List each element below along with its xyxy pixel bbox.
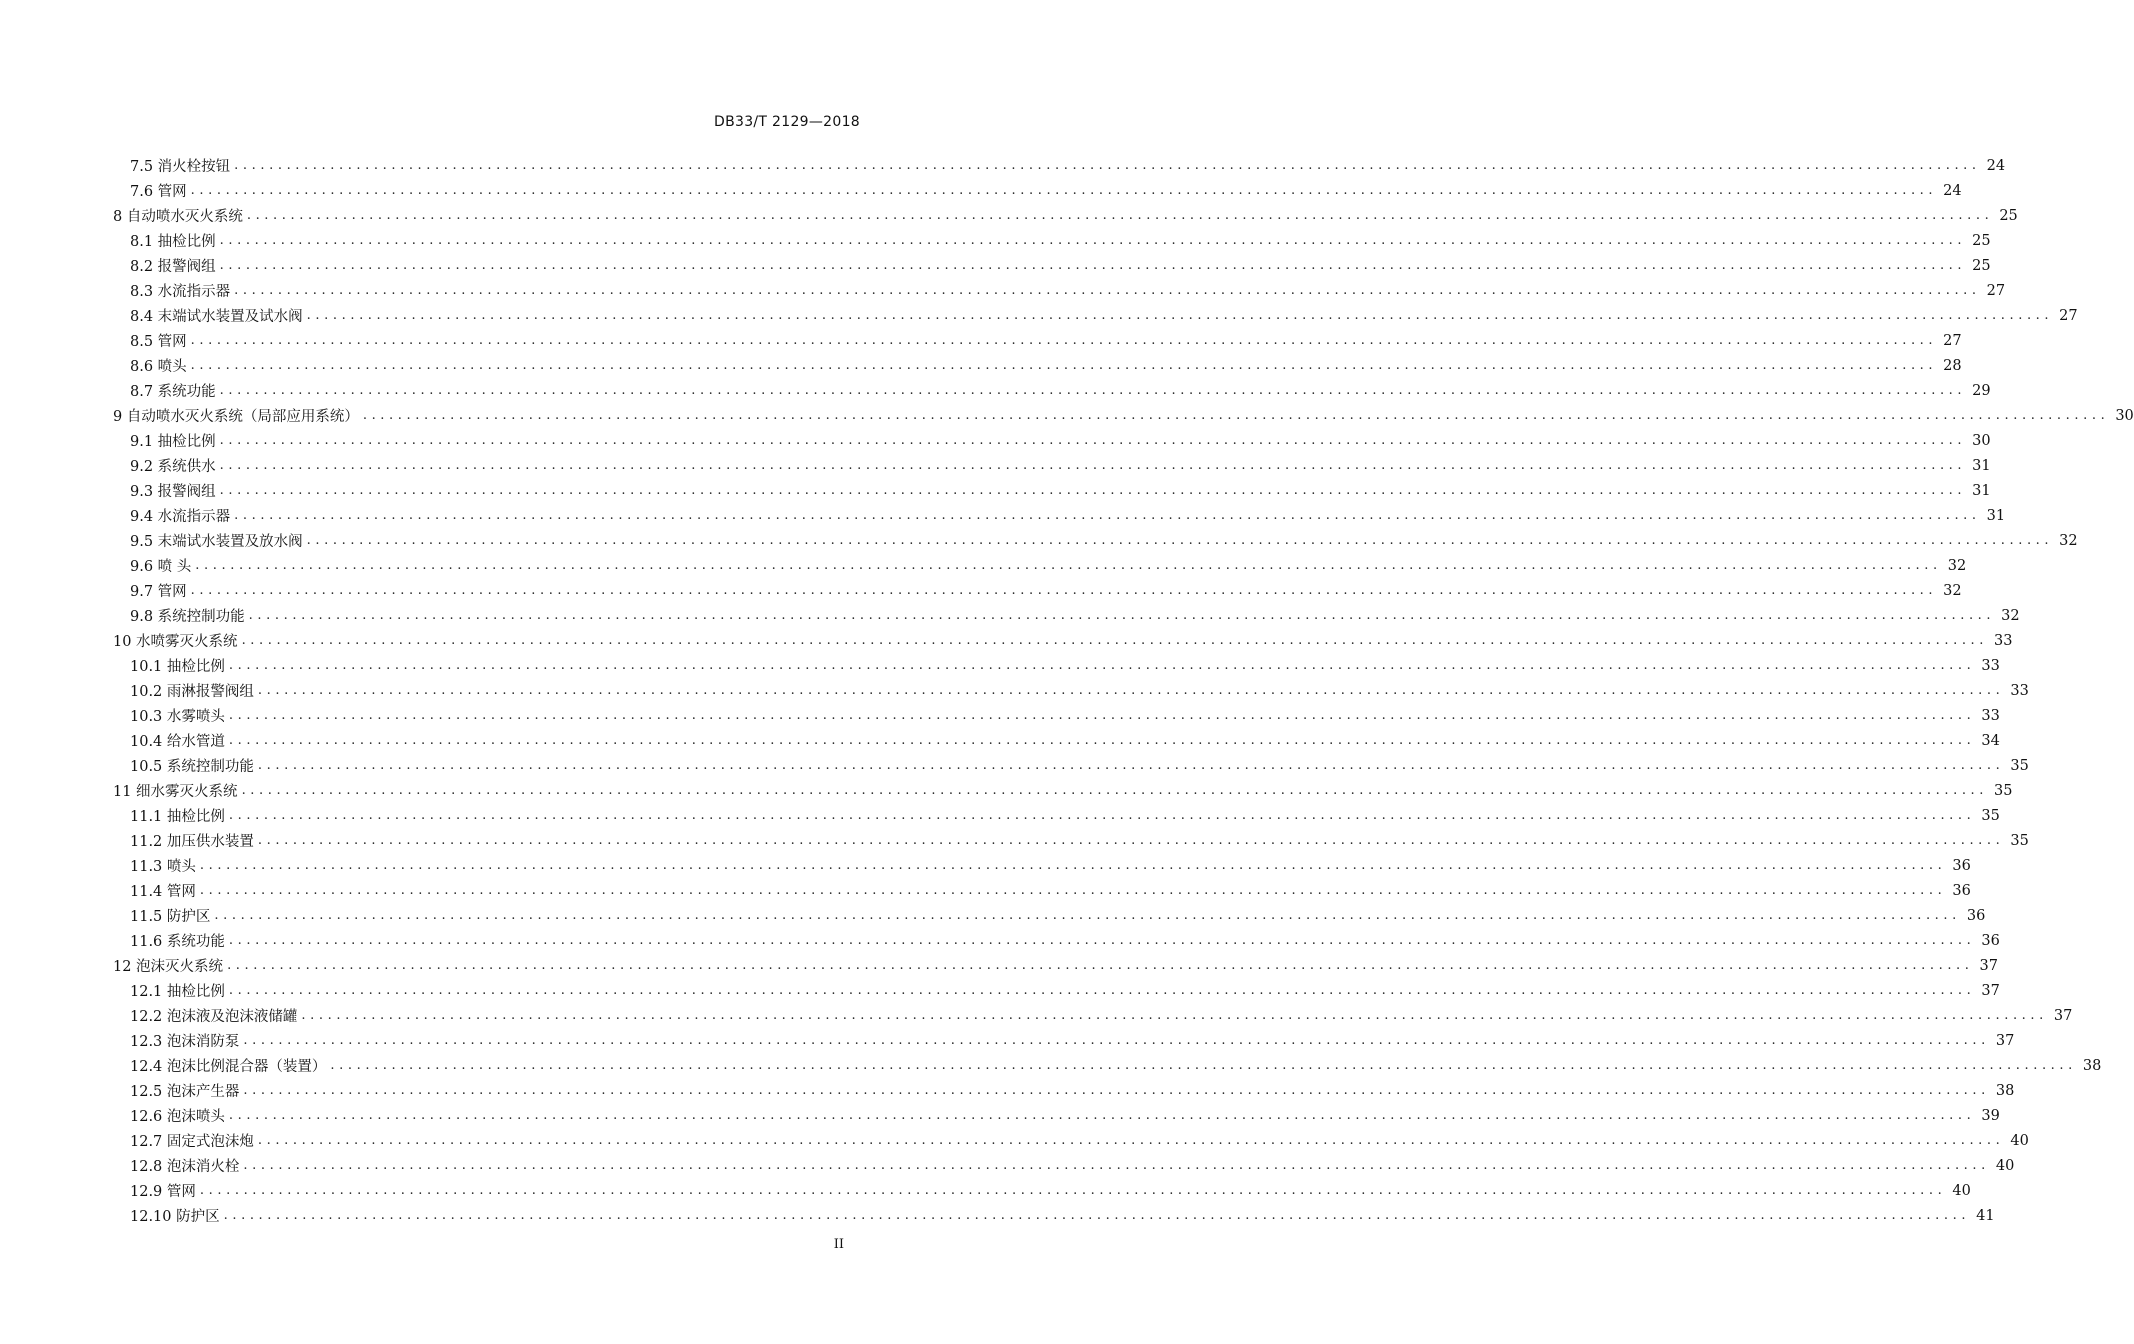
toc-entry-title: 7.6 管网 [130,184,187,200]
toc-entry[interactable] [113,903,1986,928]
toc-entry-page: 25 [1972,232,1991,249]
toc-entry-title: 12.1 抽检比例 [130,984,225,1000]
toc-entry-page: 38 [1995,1082,2015,1099]
toc-dot-leader: ........................................................................................................................................................................................................ [257,1133,2005,1148]
toc-entry-page: 35 [1981,807,2000,824]
toc-entry-title: 12.3 泡沫消防泵 [130,1034,240,1050]
toc-entry-title: 9.7 管网 [130,584,187,600]
toc-entry[interactable] [113,1053,2102,1078]
toc-dot-leader: ........................................................................................................................................................................................................ [228,933,1976,948]
toc-entry-title: 8.4 末端试水装置及试水阀 [130,309,303,325]
toc-entry-title: 9.6 喷 头 [130,559,192,575]
toc-dot-leader: ........................................................................................................................................................................................................ [306,533,2054,548]
toc-entry-page: 29 [1972,382,1991,399]
toc-entry-page: 24 [1943,182,1962,199]
toc-dot-leader: ........................................................................................................................................................................................................ [257,683,2005,698]
toc-entry[interactable] [113,578,1962,603]
toc-dot-leader: ........................................................................................................................................................................................................ [241,783,1989,798]
toc-entry-title: 10.4 给水管道 [130,734,225,750]
toc-entry-title: 11.3 喷头 [130,859,196,875]
toc-dot-leader: ........................................................................................................................................................................................................ [219,483,1967,498]
toc-entry-page: 35 [1994,782,2013,799]
toc-entry-page: 25 [1999,207,2018,224]
toc-entry[interactable] [113,378,1991,403]
toc-entry[interactable] [113,528,2078,553]
toc-entry-title: 10.5 系统控制功能 [130,759,254,775]
toc-dot-leader: ........................................................................................................................................................................................................ [330,1058,2077,1073]
toc-entry[interactable] [113,1028,2015,1053]
toc-entry[interactable] [113,1203,1995,1228]
toc-entry[interactable] [113,828,2029,853]
toc-dot-leader: ........................................................................................................................................................................................................ [243,1033,1990,1048]
toc-entry-page: 32 [1947,557,1967,574]
toc-entry-title: 7.5 消火栓按钮 [130,159,231,175]
page-number: II [833,1237,844,1252]
toc-entry-page: 37 [1995,1032,2015,1049]
toc-entry-title: 12.5 泡沫产生器 [130,1084,240,1100]
toc-dot-leader: ........................................................................................................................................................................................................ [228,708,1976,723]
table-of-contents [113,153,2134,1228]
toc-entry[interactable] [113,178,1962,203]
toc-entry[interactable] [113,1128,2029,1153]
toc-entry-title: 11 细水雾灭火系统 [113,784,238,800]
toc-entry-title: 10.3 水雾喷头 [130,709,225,725]
toc-dot-leader: ........................................................................................................................................................................................................ [227,958,1974,973]
toc-entry-title: 9.3 报警阀组 [130,484,216,500]
toc-entry[interactable] [113,1003,2073,1028]
toc-entry-title: 12.7 固定式泡沫炮 [130,1134,254,1150]
toc-entry[interactable] [113,928,2000,953]
toc-entry-page: 36 [1981,932,2000,949]
toc-entry-page: 30 [2115,407,2134,424]
toc-entry[interactable] [113,978,2000,1003]
toc-entry-title: 10.1 抽检比例 [130,659,225,675]
toc-dot-leader: ........................................................................................................................................................................................................ [214,908,1961,923]
toc-entry-title: 10 水喷雾灭火系统 [113,634,238,650]
toc-entry-title: 11.4 管网 [130,884,196,900]
toc-dot-leader: ........................................................................................................................................................................................................ [243,1158,1990,1173]
toc-entry[interactable] [113,303,2078,328]
toc-entry[interactable] [113,803,2000,828]
toc-entry-title: 12 泡沫灭火系统 [113,959,224,975]
toc-entry-title: 9 自动喷水灭火系统（局部应用系统） [113,409,359,425]
toc-entry-page: 36 [1966,907,1986,924]
toc-dot-leader: ........................................................................................................................................................................................................ [228,658,1976,673]
toc-entry-page: 39 [1981,1107,2000,1124]
toc-entry-page: 28 [1943,357,1962,374]
toc-dot-leader: ........................................................................................................................................................................................................ [228,808,1976,823]
toc-entry-title: 12.6 泡沫喷头 [130,1109,225,1125]
toc-dot-leader: ........................................................................................................................................................................................................ [257,833,2005,848]
toc-dot-leader: ........................................................................................................................................................................................................ [228,1108,1976,1123]
toc-entry-title: 9.5 末端试水装置及放水阀 [130,534,303,550]
toc-entry[interactable] [113,953,1998,978]
toc-entry-page: 27 [2059,307,2078,324]
toc-entry-title: 8.3 水流指示器 [130,284,231,300]
toc-dot-leader: ........................................................................................................................................................................................................ [190,183,1938,198]
toc-dot-leader: ........................................................................................................................................................................................................ [228,983,1976,998]
toc-entry-page: 36 [1952,857,1971,874]
toc-entry[interactable] [113,753,2029,778]
toc-entry-page: 27 [1986,282,2006,299]
toc-entry-page: 34 [1981,732,2000,749]
toc-entry-page: 27 [1943,332,1962,349]
toc-dot-leader: ........................................................................................................................................................................................................ [190,333,1938,348]
toc-entry[interactable] [113,728,2000,753]
toc-entry[interactable] [113,853,1971,878]
toc-dot-leader: ........................................................................................................................................................................................................ [234,283,1981,298]
toc-dot-leader: ........................................................................................................................................................................................................ [362,408,2110,423]
toc-entry[interactable] [113,453,1991,478]
toc-entry-title: 8.2 报警阀组 [130,259,216,275]
toc-entry-title: 8.7 系统功能 [130,384,216,400]
toc-entry-title: 12.4 泡沫比例混合器（装置） [130,1059,327,1075]
toc-entry-page: 30 [1972,432,1991,449]
toc-dot-leader: ........................................................................................................................................................................................................ [199,858,1947,873]
toc-entry-title: 9.8 系统控制功能 [130,609,245,625]
toc-entry-page: 40 [1952,1182,1971,1199]
toc-entry-title: 11.6 系统功能 [130,934,225,950]
toc-dot-leader: ........................................................................................................................................................................................................ [199,1183,1947,1198]
toc-entry-title: 8.1 抽检比例 [130,234,216,250]
toc-entry-page: 24 [1986,157,2006,174]
toc-entry-title: 9.1 抽检比例 [130,434,216,450]
toc-dot-leader: ........................................................................................................................................................................................................ [219,233,1967,248]
toc-entry[interactable] [113,228,1991,253]
toc-entry[interactable] [113,353,1962,378]
toc-entry[interactable] [113,553,1967,578]
toc-entry[interactable] [113,603,2020,628]
toc-entry[interactable] [113,878,1971,903]
toc-entry-page: 31 [1972,457,1991,474]
toc-entry-title: 12.10 防护区 [130,1209,220,1225]
toc-entry-title: 8.5 管网 [130,334,187,350]
toc-entry-page: 25 [1972,257,1991,274]
toc-dot-leader: ........................................................................................................................................................................................................ [228,733,1976,748]
toc-entry-title: 11.1 抽检比例 [130,809,225,825]
toc-entry-page: 33 [1981,707,2000,724]
toc-entry[interactable] [113,1153,2015,1178]
toc-dot-leader: ........................................................................................................................................................................................................ [219,458,1967,473]
toc-dot-leader: ........................................................................................................................................................................................................ [241,633,1989,648]
toc-dot-leader: ........................................................................................................................................................................................................ [248,608,1996,623]
toc-dot-leader: ........................................................................................................................................................................................................ [257,758,2005,773]
toc-entry[interactable] [113,428,1991,453]
toc-entry-title: 12.8 泡沫消火栓 [130,1159,240,1175]
toc-entry-page: 40 [2010,1132,2029,1149]
toc-entry[interactable] [113,703,2000,728]
toc-entry-title: 8 自动喷水灭火系统 [113,209,243,225]
toc-entry[interactable] [113,1103,2000,1128]
toc-dot-leader: ........................................................................................................................................................................................................ [195,558,1942,573]
toc-entry-page: 35 [2010,757,2029,774]
toc-dot-leader: ........................................................................................................................................................................................................ [301,1008,2048,1023]
toc-entry-title: 9.2 系统供水 [130,459,216,475]
toc-entry[interactable] [113,778,2013,803]
toc-dot-leader: ........................................................................................................................................................................................................ [219,383,1967,398]
toc-entry[interactable] [113,628,2013,653]
toc-dot-leader: ........................................................................................................................................................................................................ [199,883,1947,898]
toc-dot-leader: ........................................................................................................................................................................................................ [246,208,1994,223]
toc-entry-title: 12.2 泡沫液及泡沫液储罐 [130,1009,298,1025]
toc-entry-page: 33 [1994,632,2013,649]
toc-dot-leader: ........................................................................................................................................................................................................ [190,583,1938,598]
toc-dot-leader: ........................................................................................................................................................................................................ [234,158,1981,173]
toc-entry[interactable] [113,153,2006,178]
toc-entry[interactable] [113,328,1962,353]
toc-entry[interactable] [113,653,2000,678]
toc-entry-page: 38 [2082,1057,2102,1074]
toc-entry[interactable] [113,1078,2015,1103]
toc-entry-page: 33 [2010,682,2029,699]
toc-entry[interactable] [113,253,1991,278]
toc-entry-title: 12.9 管网 [130,1184,196,1200]
toc-entry-title: 8.6 喷头 [130,359,187,375]
toc-dot-leader: ........................................................................................................................................................................................................ [219,433,1967,448]
toc-dot-leader: ........................................................................................................................................................................................................ [234,508,1981,523]
toc-entry[interactable] [113,1178,1971,1203]
toc-entry[interactable] [113,503,2006,528]
toc-entry-title: 9.4 水流指示器 [130,509,231,525]
toc-entry-page: 31 [1972,482,1991,499]
toc-dot-leader: ........................................................................................................................................................................................................ [190,358,1938,373]
toc-entry-title: 10.2 雨淋报警阀组 [130,684,254,700]
toc-entry[interactable] [113,203,2018,228]
standard-code: DB33/T 2129—2018 [714,114,860,130]
toc-dot-leader: ........................................................................................................................................................................................................ [306,308,2054,323]
toc-entry[interactable] [113,678,2029,703]
toc-entry-page: 33 [1981,657,2000,674]
toc-entry-page: 40 [1995,1157,2015,1174]
toc-entry-page: 41 [1976,1207,1995,1224]
toc-dot-leader: ........................................................................................................................................................................................................ [219,258,1967,273]
toc-dot-leader: ........................................................................................................................................................................................................ [223,1208,1971,1223]
toc-entry-page: 37 [1981,982,2000,999]
toc-entry-page: 37 [2053,1007,2073,1024]
toc-dot-leader: ........................................................................................................................................................................................................ [243,1083,1990,1098]
toc-entry-page: 35 [2010,832,2029,849]
toc-entry-page: 32 [2001,607,2020,624]
toc-entry-page: 31 [1986,507,2006,524]
toc-entry-title: 11.5 防护区 [130,909,211,925]
toc-entry-page: 37 [1979,957,1998,974]
toc-entry-page: 32 [1943,582,1962,599]
toc-entry-page: 32 [2059,532,2078,549]
toc-entry[interactable] [113,478,1991,503]
toc-entry-page: 36 [1952,882,1971,899]
toc-entry[interactable] [113,278,2006,303]
toc-entry[interactable] [113,403,2134,428]
toc-entry-title: 11.2 加压供水装置 [130,834,254,850]
